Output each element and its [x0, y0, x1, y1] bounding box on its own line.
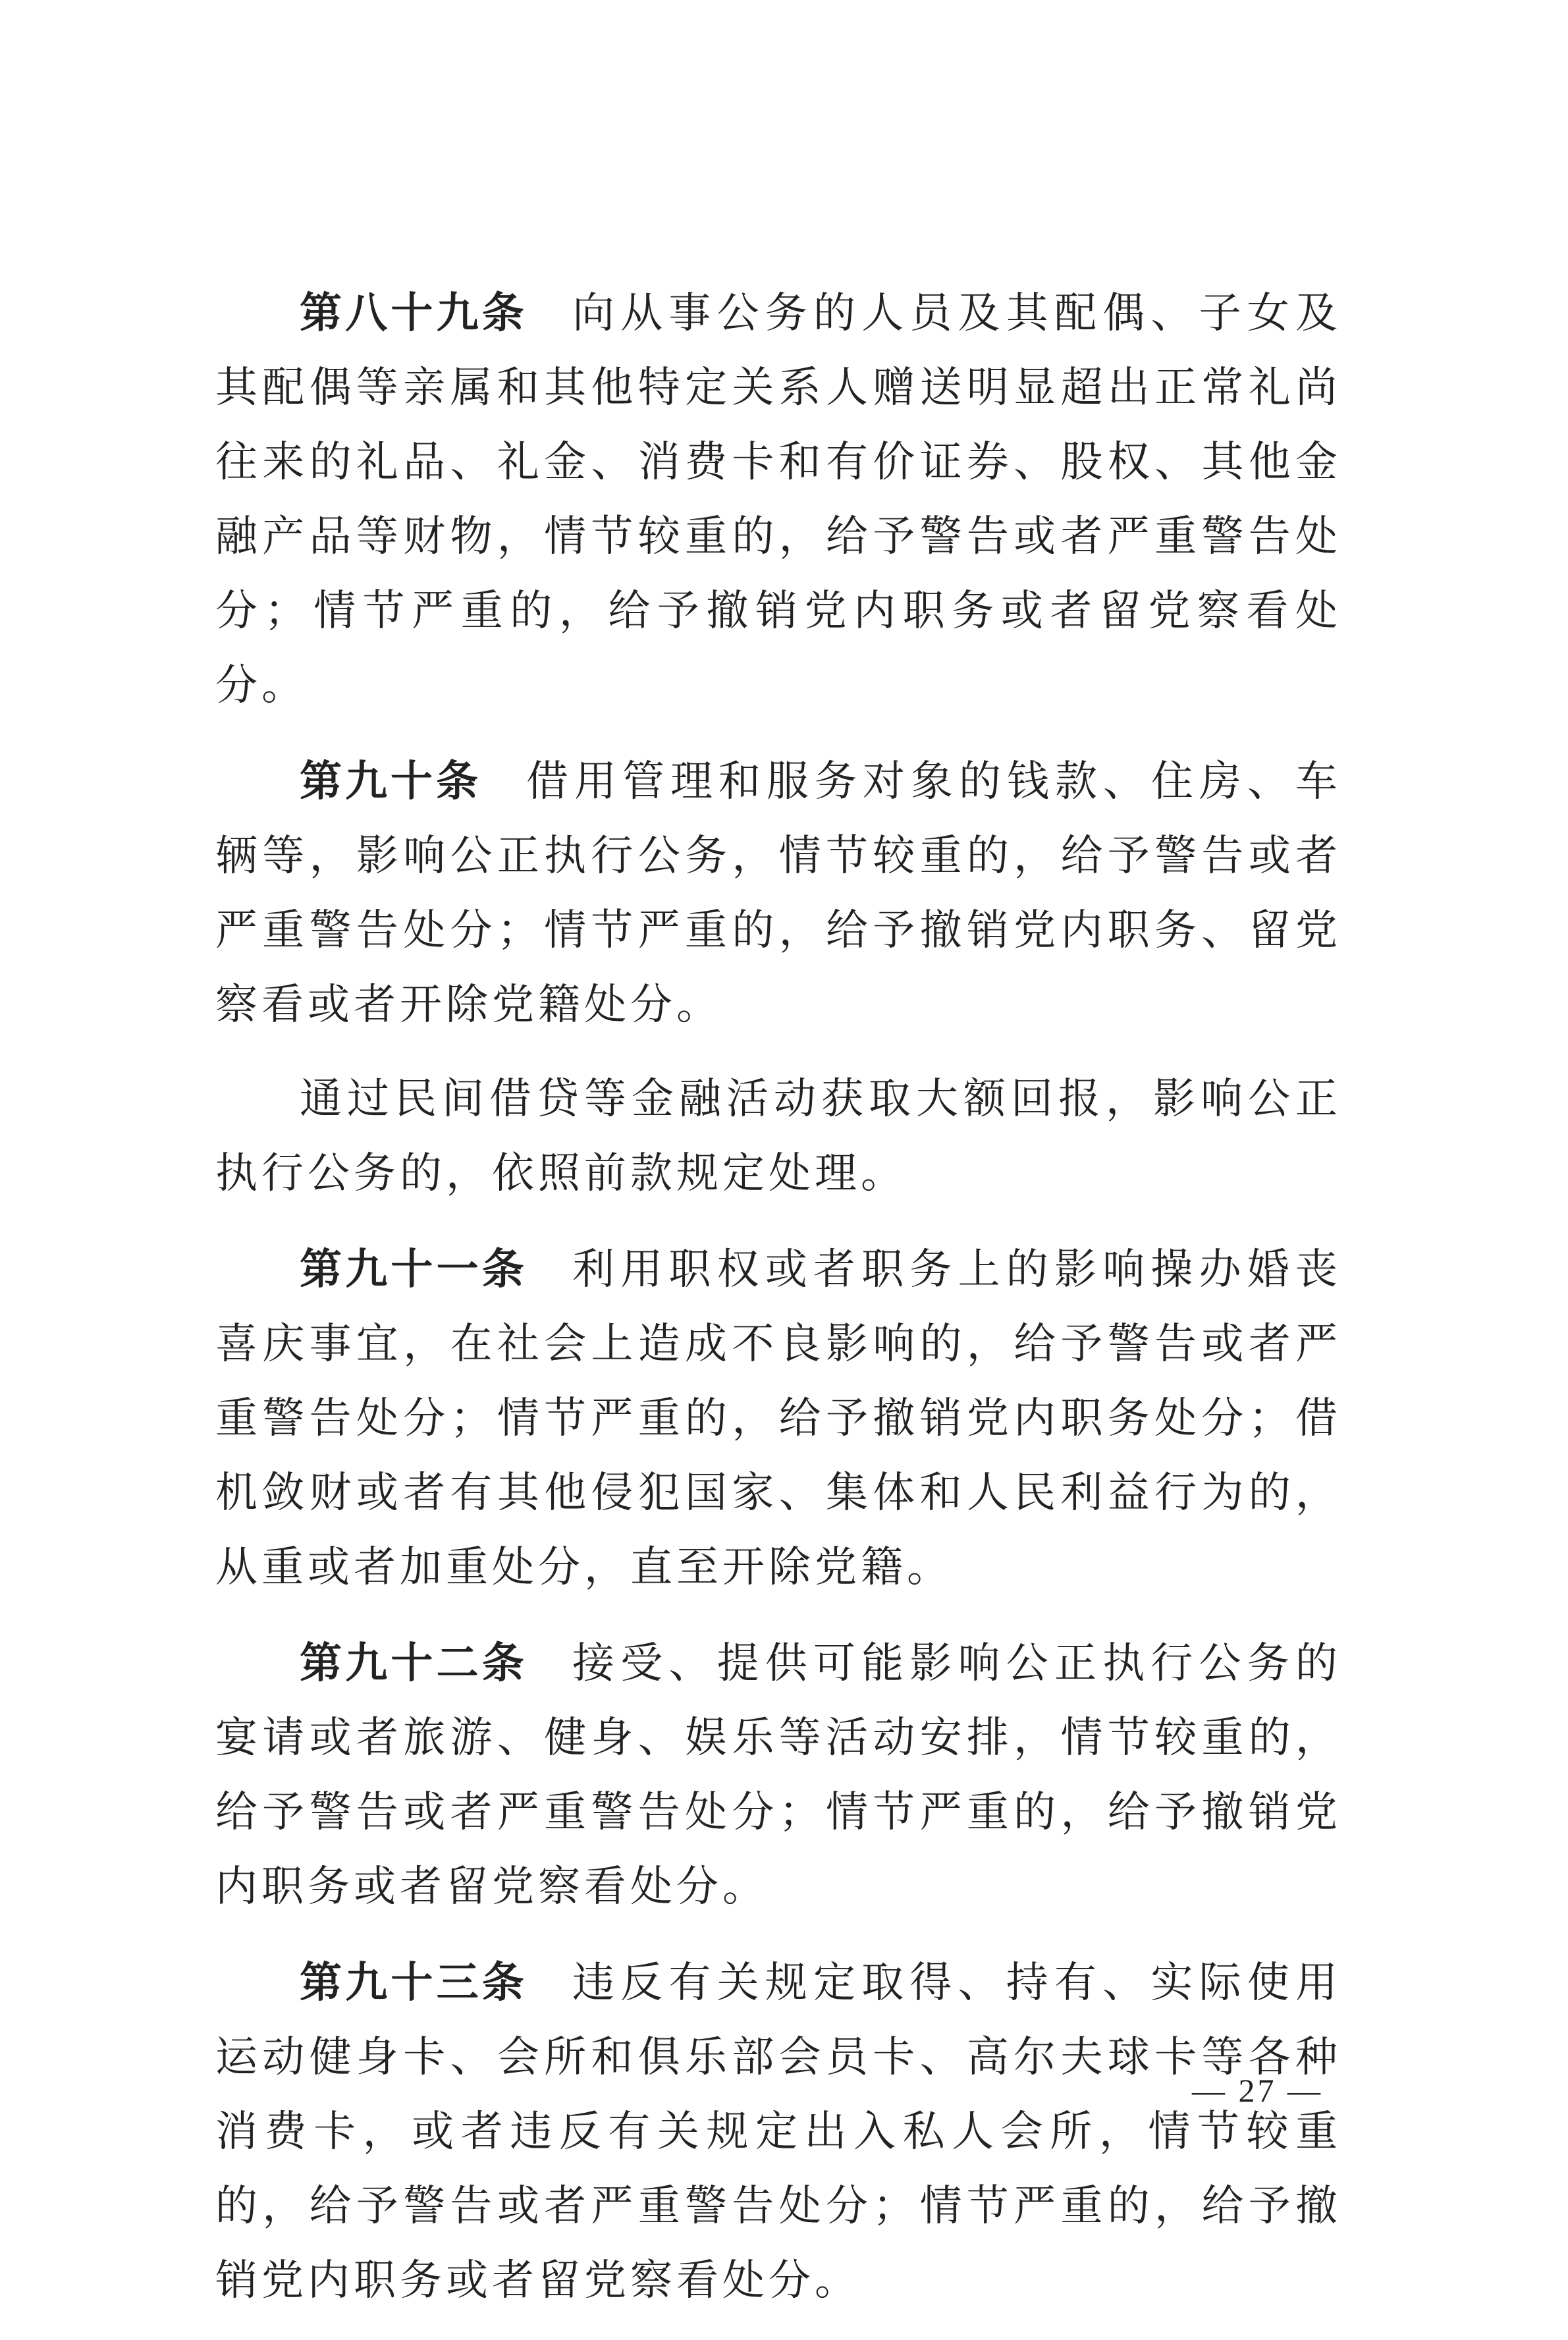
article-title: 第九十一条 [300, 1245, 527, 1294]
article-91 [215, 1233, 1341, 1605]
article-paragraph [215, 1946, 1341, 2318]
article-89 [215, 277, 1341, 723]
article-text: 利用职权或者职务上的影响操办婚丧喜庆事宜，在社会上造成不良影响的，给予警告或者严重警告处分；情节严重的，给予撤销党内职务处分；借机敛财或者有其他侵犯国家、集体和人民利益行为的，从重或者加重处分，直至开除党籍。 [215, 1245, 1341, 1592]
article-93 [215, 1946, 1341, 2318]
document-body [215, 277, 1341, 2340]
page-number: — 27 — [1192, 2072, 1323, 2109]
article-text: 接受、提供可能影响公正执行公务的宴请或者旅游、健身、娱乐等活动安排，情节较重的，给予警告或者严重警告处分；情节严重的，给予撤销党内职务或者留党察看处分。 [215, 1639, 1341, 1911]
article-text: 违反有关规定取得、持有、实际使用运动健身卡、会所和俱乐部会员卡、高尔夫球卡等各种消费卡，或者违反有关规定出入私人会所，情节较重的，给予警告或者严重警告处分；情节严重的，给予撤销党内职务或者留党察看处分。 [215, 1959, 1341, 2305]
article-title: 第九十条 [300, 757, 481, 806]
article-title: 第八十九条 [300, 289, 527, 338]
article-text: 借用管理和服务对象的钱款、住房、车辆等，影响公正执行公务，情节较重的，给予警告或者严重警告处分；情节严重的，给予撤销党内职务、留党察看或者开除党籍处分。 [215, 757, 1341, 1029]
article-92 [215, 1627, 1341, 1924]
article-title: 第九十二条 [300, 1639, 527, 1688]
article-title: 第九十三条 [300, 1959, 527, 2007]
article-text: 向从事公务的人员及其配偶、子女及其配偶等亲属和其他特定关系人赠送明显超出正常礼尚往来的礼品、礼金、消费卡和有价证券、股权、其他金融产品等财物，情节较重的，给予警告或者严重警告处分；情节严重的，给予撤销党内职务或者留党察看处分。 [215, 289, 1341, 710]
article-paragraph [215, 1233, 1341, 1605]
article-paragraph [215, 277, 1341, 723]
article-paragraph [215, 1627, 1341, 1924]
article-90 [215, 745, 1341, 1211]
article-paragraph: 通过民间借贷等金融活动获取大额回报，影响公正执行公务的，依照前款规定处理。 [215, 1075, 1341, 1198]
article-paragraph [215, 745, 1341, 1043]
